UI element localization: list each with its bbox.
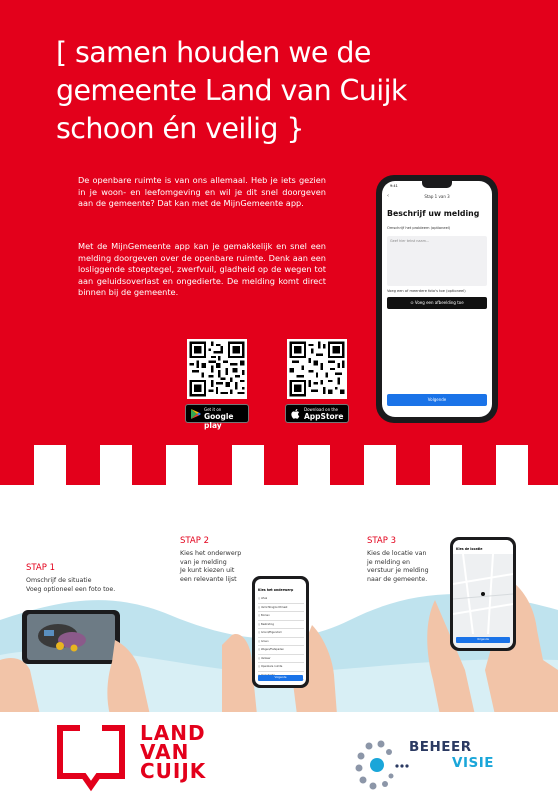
app-store-badge[interactable] [285,404,349,423]
add-photo-button-label: Voeg een afbeelding toe [414,300,464,305]
add-photo-button[interactable] [387,297,487,309]
app-store-qr-code[interactable] [287,339,347,399]
subject-list-item[interactable] [258,663,304,672]
google-play-badge-small-text: Get it on [204,407,222,412]
phone-screen [382,181,492,417]
problem-description-input[interactable] [387,236,487,286]
subject-list-item[interactable] [258,612,304,621]
subject-list-item[interactable] [258,621,304,630]
radio-icon: ○ [258,622,261,626]
radio-icon: ○ [258,597,261,600]
title-line-2: gemeente Land van Cuijk [56,74,407,107]
subject-list-item-label: Openbare ruimte [260,665,283,668]
awning-stripes [0,445,558,485]
step-3-line-3: verstuur je melding [367,567,429,575]
apple-icon [290,408,302,420]
photos-label: Voeg een of meerdere foto's toe (optioneel) [387,289,466,293]
radio-icon: ○ [258,631,261,634]
step-3-line-2: je melding en [367,558,410,566]
radio-icon: ○ [258,639,261,643]
lvc-line-3: CUIJK [140,759,207,783]
step-3-title: STAP 3 [367,536,396,546]
subject-list-item-label: Bestrating [260,622,274,626]
step-3-phone-heading: Kies de locatie [456,547,483,551]
step-1-line-1: Omschrijf de situatie [26,577,92,584]
step-3-next-button[interactable]: Volgende [456,637,510,643]
step-2-line-4: een relevante lijst [180,575,237,583]
step-3-phone [450,537,516,651]
beheervisie-dots-icon [355,740,410,790]
step-2-phone [252,576,309,688]
subject-list-item-label: Verkeer [260,656,271,660]
subject-list-item-label: Bomen [260,614,270,617]
step-2-line-2: van je melding [180,558,227,566]
step-2-line-1: Kies het onderwerp [180,550,242,557]
google-play-badge-text: Google play [204,412,234,430]
step-1-description [26,577,115,594]
subject-list-item[interactable] [258,655,304,664]
step-3-phone-screen [453,540,513,648]
phone-notch [422,181,452,188]
subject-list-item[interactable] [258,604,304,613]
subject-list-item-label: Verlichting/Lichtmast [260,605,288,609]
problem-label: Omschrijf het probleem (optioneel) [387,226,451,230]
radio-icon: ○ [258,665,261,668]
step-1-title: STAP 1 [26,563,55,573]
phone-status-time: 9:41 [390,184,398,188]
subject-list-item[interactable] [258,595,304,604]
location-map[interactable] [453,554,513,634]
radio-icon: ○ [258,648,261,651]
back-arrow-icon[interactable]: ‹ [387,193,389,199]
problem-placeholder: Geef hier tekst naam... [390,239,430,243]
google-play-badge[interactable] [185,404,249,430]
app-store-badge-text: AppStore [304,412,344,421]
land-van-cuijk-emblem [56,724,126,796]
phone-heading: Beschrijf uw melding [387,209,480,218]
subject-list-item-label: Grond/Eigendom [260,631,282,634]
step-3-description [367,550,429,584]
step-1-line-2: Voeg optioneel een foto toe. [26,585,116,593]
beheervisie-text-line-2: VISIE [452,755,494,771]
camera-icon: ⊙ [410,300,415,305]
app-store-badge-small-text: Download on the [304,407,338,412]
step-3-line-1: Kies de locatie van [367,550,427,557]
lvc-line-2: VAN [140,740,190,764]
step-3-line-4: naar de gemeente. [367,575,428,583]
beheervisie-text-line-1: BEHEER [409,739,472,755]
step-2-title: STAP 2 [180,536,209,546]
intro-paragraph-1: De openbare ruimte is van ons allemaal. Heb je iets gezien in je woon- en leefomgeving en wil je dit snel doorgeven aan de gemeente? Dat kan met de MijnGemeente app. [78,175,326,209]
step-2-phone-heading: Kies het onderwerp [258,588,294,592]
page-title [56,34,526,148]
subject-list-item[interactable] [258,646,304,655]
step-1-hand-phone [0,600,150,715]
step-2-next-button[interactable]: Volgende [258,675,303,681]
next-button[interactable]: Volgende [387,394,487,406]
title-line-1: [ samen houden we de [56,36,371,69]
title-line-3: schoon én veilig } [56,112,304,145]
lvc-line-1: LAND [140,721,206,745]
step-2-phone-screen [255,579,306,685]
subject-list-item-label: Groen [260,639,269,643]
footer [0,712,558,800]
intro-paragraph-2: Met de MijnGemeente app kan je gemakkelijk en snel een melding doorgeven over de openbare ruimte. Denk aan een losliggende stoeptegel, zwerfvuil, gladheid op de wegen tot aan geluidsoverlast en ongedierte. De melding komt direct binnen bij de gemeente. [78,241,326,298]
radio-icon: ○ [258,656,261,660]
subject-list-item-label: Afval [260,597,268,600]
radio-icon: ○ [258,614,261,617]
subject-list-item[interactable] [258,638,304,647]
land-van-cuijk-logo-text [140,721,207,783]
subject-list-item-label: Wegen/Fietspaden [260,648,284,651]
subject-list [258,595,304,680]
google-play-qr-code[interactable] [187,339,247,399]
phone-step-indicator: Stap 1 van 3 [424,194,450,199]
subject-list-item[interactable] [258,629,304,638]
step-2-line-3: Je kunt kiezen uit [180,567,235,575]
phone-mockup [376,175,498,423]
radio-icon: ○ [258,605,261,609]
google-play-icon [190,408,202,420]
